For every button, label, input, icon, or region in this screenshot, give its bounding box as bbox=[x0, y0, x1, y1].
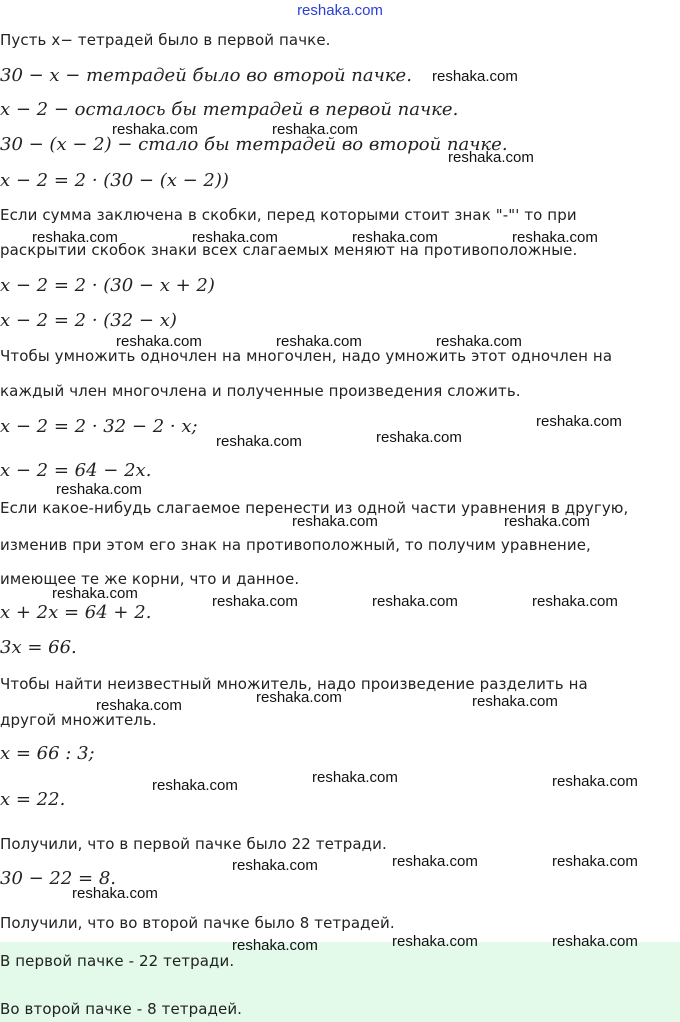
solution-line: Получили, что в первой пачке было 22 тетради. bbox=[0, 835, 387, 853]
watermark: reshaka.com bbox=[256, 689, 342, 706]
watermark: reshaka.com bbox=[216, 433, 302, 450]
watermark: reshaka.com bbox=[432, 68, 518, 85]
solution-line: x + 2x = 64 + 2. bbox=[0, 602, 152, 623]
watermark: reshaka.com bbox=[152, 777, 238, 794]
solution-line: x − 2 − осталось бы тетрадей в первой пачке. bbox=[0, 99, 459, 120]
answer-line: В первой пачке - 22 тетради. bbox=[0, 952, 235, 970]
watermark: reshaka.com bbox=[192, 229, 278, 246]
watermark: reshaka.com bbox=[292, 513, 378, 530]
watermark: reshaka.com bbox=[352, 229, 438, 246]
watermark: reshaka.com bbox=[272, 121, 358, 138]
solution-line: x − 2 = 64 − 2x. bbox=[0, 460, 152, 481]
watermark: reshaka.com bbox=[232, 857, 318, 874]
watermark: reshaka.com bbox=[552, 773, 638, 790]
solution-line: 30 − 22 = 8. bbox=[0, 868, 117, 889]
watermark: reshaka.com bbox=[32, 229, 118, 246]
watermark: reshaka.com bbox=[276, 333, 362, 350]
solution-line: x − 2 = 2 · 32 − 2 · x; bbox=[0, 416, 198, 437]
solution-line: x = 66 : 3; bbox=[0, 743, 95, 764]
watermark: reshaka.com bbox=[232, 937, 318, 954]
watermark: reshaka.com bbox=[52, 585, 138, 602]
solution-line: каждый член многочлена и полученные произведения сложить. bbox=[0, 382, 521, 400]
watermark: reshaka.com bbox=[392, 933, 478, 950]
solution-line: имеющее те же корни, что и данное. bbox=[0, 570, 300, 588]
watermark: reshaka.com bbox=[112, 121, 198, 138]
solution-line: Если какое-нибудь слагаемое перенести из одной части уравнения в другую, bbox=[0, 499, 629, 517]
solution-line: x − 2 = 2 · (30 − (x − 2)) bbox=[0, 170, 229, 191]
watermark: reshaka.com bbox=[212, 593, 298, 610]
watermark: reshaka.com bbox=[392, 853, 478, 870]
watermark: reshaka.com bbox=[472, 693, 558, 710]
watermark: reshaka.com bbox=[552, 853, 638, 870]
watermark: reshaka.com bbox=[372, 593, 458, 610]
watermark: reshaka.com bbox=[512, 229, 598, 246]
solution-line: Получили, что во второй пачке было 8 тетрадей. bbox=[0, 914, 395, 932]
solution-line: 30 − x − тетрадей было во второй пачке. bbox=[0, 65, 412, 86]
site-header-link[interactable]: reshaka.com bbox=[297, 2, 383, 19]
answer-line: Во второй пачке - 8 тетрадей. bbox=[0, 1000, 243, 1018]
watermark: reshaka.com bbox=[72, 885, 158, 902]
watermark: reshaka.com bbox=[96, 697, 182, 714]
solution-line: Пусть x− тетрадей было в первой пачке. bbox=[0, 31, 331, 49]
watermark: reshaka.com bbox=[436, 333, 522, 350]
watermark: reshaka.com bbox=[532, 593, 618, 610]
solution-line: x − 2 = 2 · (32 − x) bbox=[0, 310, 177, 331]
watermark: reshaka.com bbox=[116, 333, 202, 350]
watermark: reshaka.com bbox=[504, 513, 590, 530]
solution-line: другой множитель. bbox=[0, 711, 157, 729]
watermark: reshaka.com bbox=[56, 481, 142, 498]
solution-line: x − 2 = 2 · (30 − x + 2) bbox=[0, 275, 215, 296]
watermark: reshaka.com bbox=[312, 769, 398, 786]
solution-line: Чтобы умножить одночлен на многочлен, надо умножить этот одночлен на bbox=[0, 347, 613, 365]
solution-line: Чтобы найти неизвестный множитель, надо произведение разделить на bbox=[0, 675, 588, 693]
solution-line: x = 22. bbox=[0, 789, 66, 810]
watermark: reshaka.com bbox=[448, 149, 534, 166]
watermark: reshaka.com bbox=[552, 933, 638, 950]
solution-line: 30 − (x − 2) − стало бы тетрадей во второй пачке. bbox=[0, 134, 508, 155]
solution-line: Если сумма заключена в скобки, перед которыми стоит знак "-"' то при bbox=[0, 206, 577, 224]
solution-line: раскрытии скобок знаки всех слагаемых меняют на противоположные. bbox=[0, 241, 578, 259]
watermark: reshaka.com bbox=[536, 413, 622, 430]
answer-box bbox=[0, 942, 680, 1022]
watermark: reshaka.com bbox=[376, 429, 462, 446]
solution-line: изменив при этом его знак на противоположный, то получим уравнение, bbox=[0, 536, 591, 554]
solution-line: 3x = 66. bbox=[0, 637, 77, 658]
